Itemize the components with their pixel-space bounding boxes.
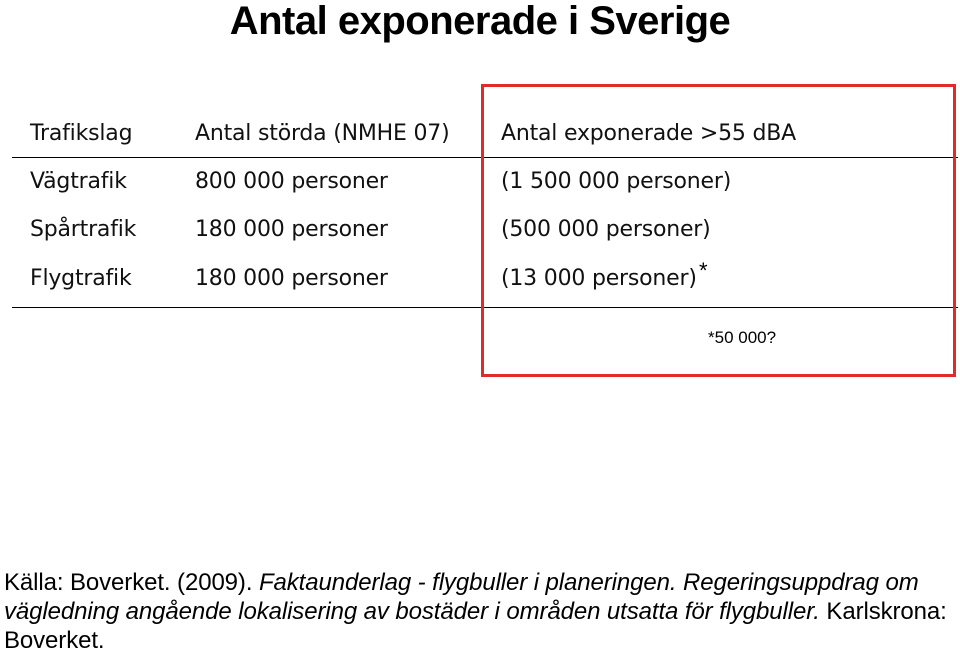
table-header-antal-storda: Antal störda (NMHE 07): [195, 121, 450, 146]
source-tail: Karlskrona: Boverket.: [4, 598, 947, 654]
table-cell-flygtrafik-exponerade: (13 000 personer): [501, 266, 697, 291]
source-citation: [4, 568, 954, 655]
table-header-antal-exponerade: Antal exponerade >55 dBA: [501, 121, 797, 146]
source-title-italic: Faktaunderlag - flygbuller i planeringen. Regeringsuppdrag om vägledning angående lokalisering av bostäder i områden utsatta för flygbuller.: [4, 569, 919, 625]
footnote-asterisk: *: [699, 258, 708, 283]
table-cell-vagtrafik-storda: 800 000 personer: [195, 169, 388, 194]
table-cell-spartrafik: Spårtrafik: [30, 217, 137, 242]
slide-title: Antal exponerade i Sverige: [229, 0, 731, 43]
table-cell-spartrafik-exponerade: (500 000 personer): [501, 217, 711, 242]
table-cell-vagtrafik: Vägtrafik: [30, 169, 127, 194]
table-header-trafikslag: Trafikslag: [30, 121, 133, 146]
table-cell-spartrafik-storda: 180 000 personer: [195, 217, 388, 242]
footnote-text: *50 000?: [708, 328, 777, 347]
source-lead: Källa: Boverket. (2009).: [4, 569, 259, 596]
table-cell-flygtrafik-storda: 180 000 personer: [195, 266, 388, 291]
table-cell-flygtrafik: Flygtrafik: [30, 266, 132, 291]
table-cell-vagtrafik-exponerade: (1 500 000 personer): [501, 169, 732, 194]
